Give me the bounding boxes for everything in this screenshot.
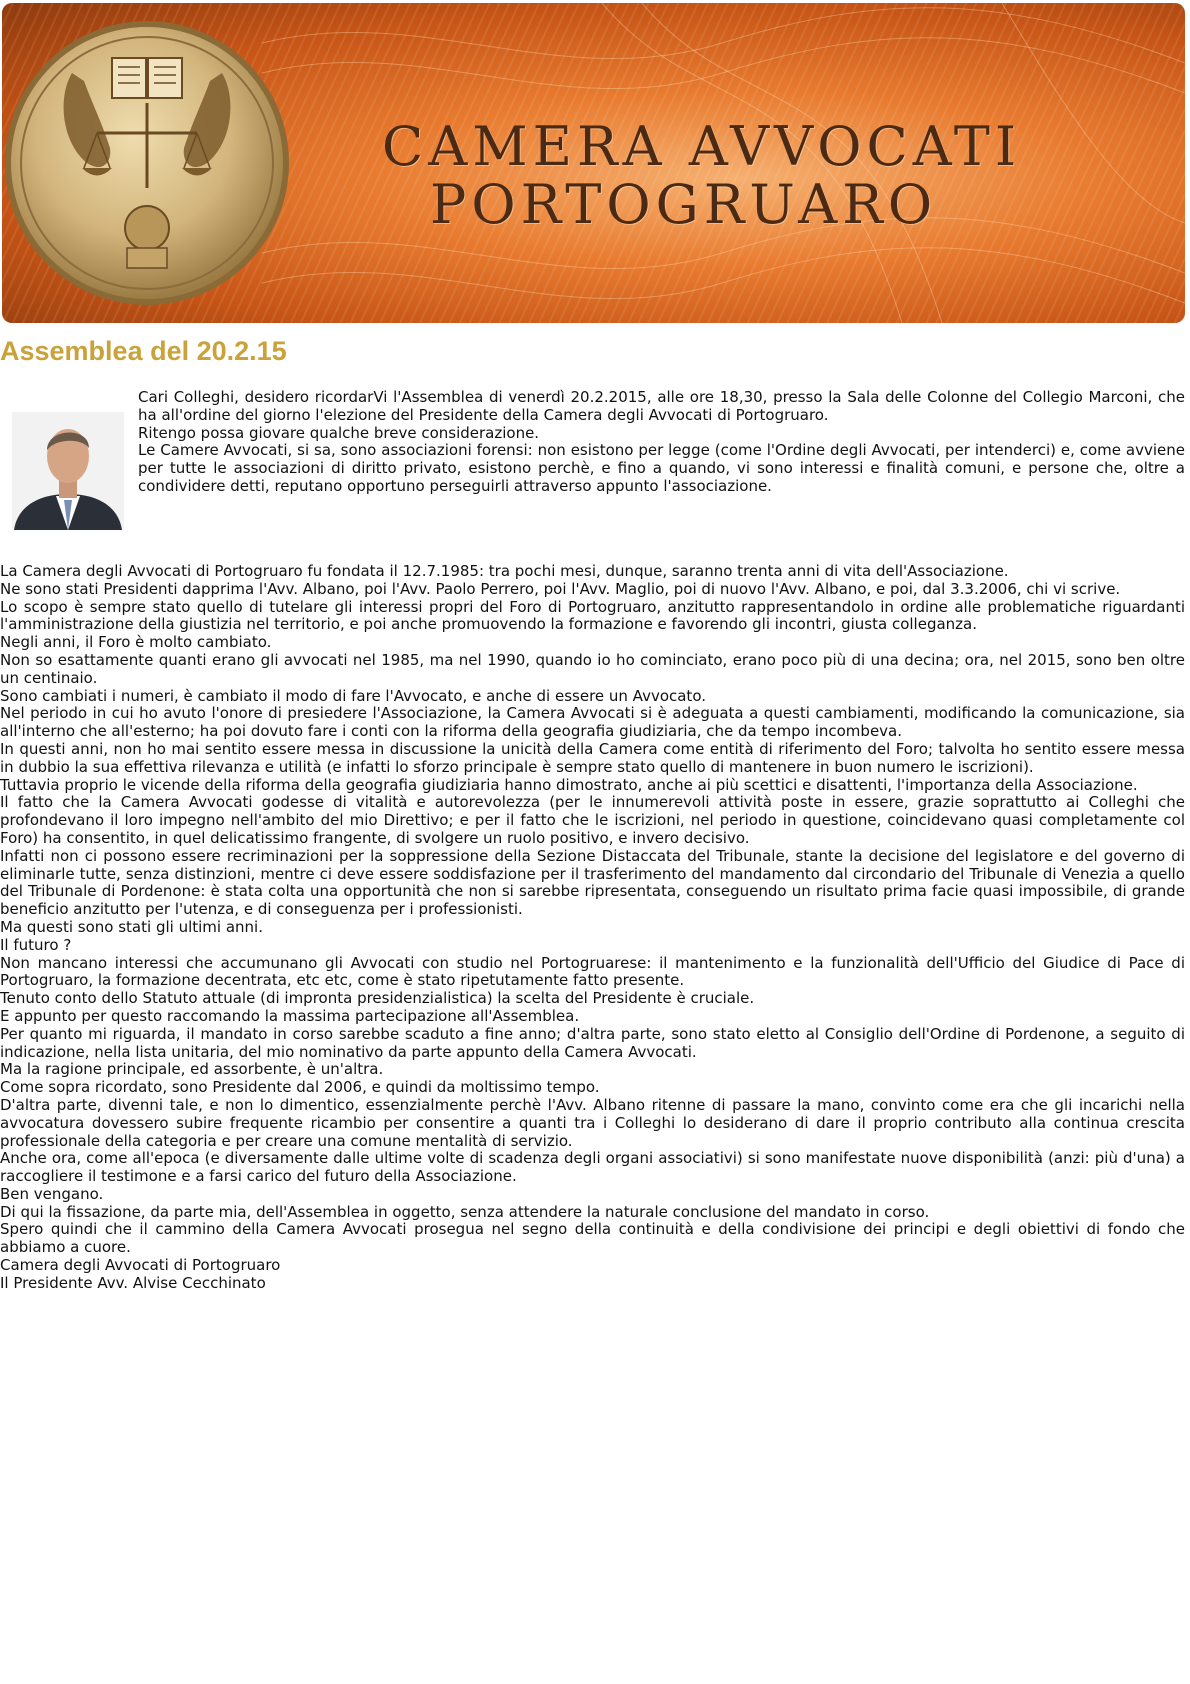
article-body	[0, 563, 1185, 1293]
paragraph: Ne sono stati Presidenti dapprima l'Avv. Albano, poi l'Avv. Paolo Perrero, poi l'Avv. Maglio, poi di nuovo l'Avv. Albano, e poi, dal 3.3.2006, chi vi scrive.	[0, 579, 1121, 598]
seal-emblem	[5, 21, 289, 305]
header-banner	[2, 3, 1185, 323]
paragraph: Camera degli Avvocati di Portogruaro	[0, 1256, 281, 1275]
paragraph: D'altra parte, divenni tale, e non lo dimentico, essenzialmente perchè l'Avv. Albano ritenne di passare la mano, convinto come era che gli incarichi nella avvocatura dovessero subire frequente ricambio per consentire a quanti tra i Colleghi lo desiderano di dare il proprio contributo alla continua crescita professionale della categoria e per creare una comune mentalità di servizio.	[0, 1095, 1185, 1150]
paragraph: Il Presidente Avv. Alvise Cecchinato	[0, 1273, 266, 1292]
paragraph: Tuttavia proprio le vicende della riforma della geografia giudiziaria hanno dimostrato, anche ai più scettici e disattenti, l'importanza della Associazione.	[0, 775, 1138, 794]
paragraph: In questi anni, non ho mai sentito essere messa in discussione la unicità della Camera come entità di riferimento del Foro; talvolta ho sentito essere messa in dubbio la sua effettiva rilevanza e utilità (e infatti lo sforzo principale è sempre stato quello di mantenere in buon numero le iscrizioni).	[0, 739, 1185, 776]
paragraph: Il fatto che la Camera Avvocati godesse di vitalità e autorevolezza (per le innumerevoli attività poste in essere, grazie soprattutto ai Colleghi che profondevano il loro impegno nell'ambito del mio Direttivo; e per il fatto che le iscrizioni, nel periodo in questione, coincidevano quasi completamente col Foro) ha consentito, in quel delicatissimo frangente, di svolgere un ruolo positivo, e invero decisivo.	[0, 793, 1185, 847]
paragraph: Sono cambiati i numeri, è cambiato il modo di fare l'Avvocato, e anche di essere un Avvocato.	[0, 686, 706, 705]
paragraph: Non mancano interessi che accumunano gli Avvocati con studio nel Portogruarese: il mantenimento e la funzionalità dell'Ufficio del Giudice di Pace di Portogruaro, la formazione decentrata, etc etc, come è stato ripetutamente fatto presente.	[0, 953, 1185, 990]
paragraph: La Camera degli Avvocati di Portogruaro fu fondata il 12.7.1985: tra pochi mesi, dunque, saranno trenta anni di vita dell'Associazione.	[0, 562, 1009, 580]
author-photo	[12, 412, 124, 530]
paragraph: Per quanto mi riguarda, il mandato in corso sarebbe scaduto a fine anno; d'altra parte, sono stato eletto al Consiglio dell'Ordine di Pordenone, a seguito di indicazione, nella lista unitaria, del mio nominativo da parte appunto della Camera Avvocati.	[0, 1024, 1185, 1061]
paragraph: Il futuro ?	[0, 935, 72, 954]
article-title: Assemblea del 20.2.15	[0, 336, 287, 366]
banner-title-line1: CAMERA AVVOCATI	[382, 115, 1022, 178]
paragraph: Ma la ragione principale, ed assorbente, è un'altra.	[0, 1060, 384, 1079]
banner-title-line2: PORTOGRUARO	[430, 173, 938, 236]
paragraph: Le Camere Avvocati, si sa, sono associazioni forensi: non esistono per legge (come l'Ordine degli Avvocati, per intenderci) e, come avviene per tutte le associazioni di diritto privato, esistono perchè, e fino a quando, vi sono interessi e finalità comuni, e persone che, oltre a condividere detti, reputano opportuno perseguirli attraverso appunto l'associazione.	[138, 441, 1185, 495]
paragraph: Non so esattamente quanti erano gli avvocati nel 1985, ma nel 1990, quando io ho cominciato, erano poco più di una decina; ora, nel 2015, sono ben oltre un centinaio.	[0, 650, 1185, 687]
paragraph: Nel periodo in cui ho avuto l'onore di presiedere l'Associazione, la Camera Avvocati si è adeguata a questi cambiamenti, modificando la comunicazione, sia all'interno che all'esterno; ha poi dovuto fare i conti con la riforma della geografia giudiziaria, che da tempo incombeva.	[0, 704, 1185, 741]
paragraph: Lo scopo è sempre stato quello di tutelare gli interessi propri del Foro di Portogruaro, anzitutto rappresentandolo in ordine alle problematiche riguardanti l'amministrazione della giustizia nel territorio, e poi anche promuovendo la formazione e favorendo gli incontri, giusta colleganza.	[0, 597, 1185, 634]
paragraph: Infatti non ci possono essere recriminazioni per la soppressione della Sezione Distaccata del Tribunale, stante la decisione del legislatore e del governo di eliminarle tutte, senza distinzioni, mentre ci deve essere soddisfazione per il trasferimento del mandamento dal circondario del Tribunale di Venezia a quello del Tribunale di Pordenone: è stata colta una opportunità che non si sarebbe ripresentata, conseguendo un risultato prima facie quasi impossibile, di grande beneficio anzitutto per l'utenza, e di conseguenza per i professionisti.	[0, 846, 1185, 919]
paragraph: Cari Colleghi, desidero ricordarVi l'Assemblea di venerdì 20.2.2015, alle ore 18,30, presso la Sala delle Colonne del Collegio Marconi, che ha all'ordine del giorno l'elezione del Presidente della Camera degli Avvocati di Portogruaro.	[138, 388, 1185, 424]
paragraph: Anche ora, come all'epoca (e diversamente dalle ultime volte di scadenza degli organi associativi) si sono manifestate nuove disponibilità (anzi: più d'una) a raccogliere il testimone e a farsi carico del futuro della Associazione.	[0, 1149, 1185, 1186]
paragraph: Di qui la fissazione, da parte mia, dell'Assemblea in oggetto, senza attendere la naturale conclusione del mandato in corso.	[0, 1202, 930, 1221]
paragraph: Come sopra ricordato, sono Presidente dal 2006, e quindi da moltissimo tempo.	[0, 1078, 600, 1097]
paragraph: Tenuto conto dello Statuto attuale (di impronta presidenzialistica) la scelta del Presidente è cruciale.	[0, 989, 755, 1008]
paragraph: Ma questi sono stati gli ultimi anni.	[0, 917, 263, 936]
paragraph: E appunto per questo raccomando la massima partecipazione all'Assemblea.	[0, 1006, 580, 1025]
intro-text	[138, 389, 1185, 496]
paragraph: Negli anni, il Foro è molto cambiato.	[0, 633, 272, 652]
paragraph: Ritengo possa giovare qualche breve considerazione.	[138, 423, 540, 442]
paragraph: Ben vengano.	[0, 1184, 104, 1203]
paragraph: Spero quindi che il cammino della Camera Avvocati prosegua nel segno della continuità e della condivisione dei principi e degli obiettivi di fondo che abbiamo a cuore.	[0, 1220, 1185, 1257]
